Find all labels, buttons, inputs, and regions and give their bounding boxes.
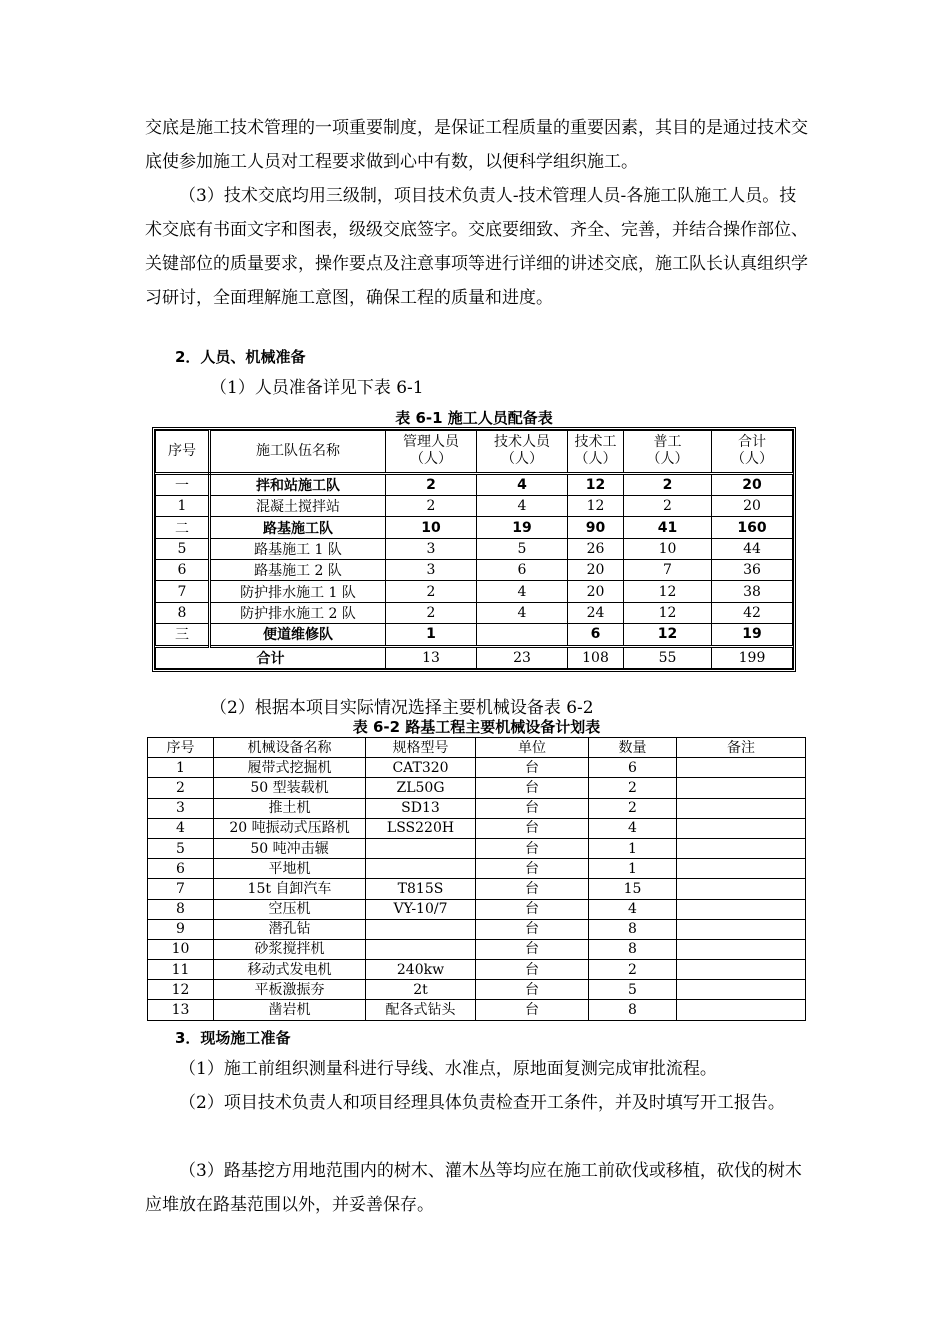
table-cell: 9 [148,919,214,939]
table-cell: 2 [386,496,477,517]
table-cell [477,624,568,646]
table-cell: 19 [712,624,793,646]
paragraph-tech-briefing: （3）技术交底均用三级制，项目技术负责人-技术管理人员-各施工队施工人员。技术交底有书面文字和图表，级级交底签字。交底要细致、齐全、完善，并结合操作部位、关键部位的质量要求，操作要点及注意事项等进行详细的讲述交底，施工队长认真组织学习研讨，全面理解施工意图，确保工程的质量和进度。 [145,186,808,308]
table-row [148,818,806,838]
table-cell: 2 [589,960,677,980]
table-cell: 2 [624,496,712,517]
table-cell [677,960,806,980]
table-cell: 10 [386,517,477,538]
table-cell: 7 [624,560,712,581]
table-cell [677,899,806,919]
table-cell: 8 [148,899,214,919]
table-cell: 8 [589,1000,677,1020]
table-row [148,1000,806,1020]
total-cell: 13 [386,646,477,668]
table-cell: 2 [386,581,477,602]
team-name-cell: 拌和站施工队 [210,473,386,495]
machinery-note: （2）根据本项目实际情况选择主要机械设备表 6-2 [210,698,594,718]
table-row [148,919,806,939]
table-cell: 12 [624,624,712,646]
table-cell: 台 [476,960,589,980]
table-cell [677,939,806,959]
table-row [148,798,806,818]
table-cell: 4 [589,899,677,919]
table-cell: 1 [148,758,214,778]
table-row [148,960,806,980]
table-cell: 1 [589,838,677,858]
table-cell: 4 [477,496,568,517]
table-cell: 4 [148,818,214,838]
table-cell: T815S [366,879,476,899]
table-cell [677,879,806,899]
table-cell: 潜孔钻 [214,919,366,939]
table-cell: ZL50G [366,778,476,798]
table-cell: 15 [589,879,677,899]
table-cell: 空压机 [214,899,366,919]
table-cell: 3 [148,798,214,818]
header-cell: 序号 [156,431,210,474]
header-cell: 管理人员 （人） [386,431,477,474]
table-row [148,899,806,919]
table-cell: 台 [476,939,589,959]
prep-item-2: （2）项目技术负责人和项目经理具体负责检查开工条件，并及时填写开工报告。 [179,1093,785,1113]
table-cell: 240kw [366,960,476,980]
table-cell [677,818,806,838]
header-cell: 合计 （人） [712,431,793,474]
table-row [148,778,806,798]
table-cell: 10 [148,939,214,959]
table-cell: 5 [156,538,210,559]
table-cell: 12 [568,473,624,495]
table-cell: 6 [477,560,568,581]
header-cell: 技术人员 （人） [477,431,568,474]
table-cell: 一 [156,473,210,495]
table-cell: 19 [477,517,568,538]
table-cell: 平地机 [214,859,366,879]
team-name-cell: 防护排水施工 2 队 [210,602,386,623]
header-cell: 规格型号 [366,738,476,758]
table-1-caption: 表 6-1 施工人员配备表 [395,409,553,427]
personnel-note: （1）人员准备详见下表 6-1 [210,378,424,398]
table-cell: 3 [386,538,477,559]
table-cell: 41 [624,517,712,538]
table-row [156,473,793,495]
header-cell: 施工队伍名称 [210,431,386,474]
table-cell [677,919,806,939]
header-cell: 机械设备名称 [214,738,366,758]
table-cell: 15t 自卸汽车 [214,879,366,899]
table-cell: 10 [624,538,712,559]
table-cell: 90 [568,517,624,538]
table-cell: 7 [156,581,210,602]
table-cell: SD13 [366,798,476,818]
prep-item-3: （3）路基挖方用地范围内的树木、灌木丛等均应在施工前砍伐或移植，砍伐的树木应堆放在路基范围以外，并妥善保存。 [145,1161,802,1215]
team-name-cell: 路基施工 2 队 [210,560,386,581]
table-row [156,538,793,559]
section-2-heading: 2．人员、机械准备 [175,348,306,366]
table-cell: 20 吨振动式压路机 [214,818,366,838]
team-name-cell: 混凝土搅拌站 [210,496,386,517]
table-cell [366,838,476,858]
table-cell: 12 [624,602,712,623]
table-cell [366,939,476,959]
table-cell: 2 [148,778,214,798]
table-cell: 推土机 [214,798,366,818]
table-cell: 8 [589,919,677,939]
table-cell: 160 [712,517,793,538]
personnel-table [155,430,793,669]
table-cell: 移动式发电机 [214,960,366,980]
table-cell: 8 [156,602,210,623]
table-cell: 2 [386,602,477,623]
table-cell: 20 [568,581,624,602]
table-cell: 凿岩机 [214,1000,366,1020]
team-name-cell: 便道维修队 [210,624,386,646]
header-cell: 数量 [589,738,677,758]
table-row [148,859,806,879]
table-cell: 6 [589,758,677,778]
table-cell: 13 [148,1000,214,1020]
table-cell: 台 [476,818,589,838]
table-cell [677,980,806,1000]
table-cell [677,1000,806,1020]
paragraph-intro: 交底是施工技术管理的一项重要制度，是保证工程质量的重要因素，其目的是通过技术交底使参加施工人员对工程要求做到心中有数，以便科学组织施工。 [145,118,808,172]
table-cell: 26 [568,538,624,559]
table-cell: 6 [568,624,624,646]
table-cell: 6 [148,859,214,879]
table-cell: 42 [712,602,793,623]
table-cell: 11 [148,960,214,980]
table-row [148,758,806,778]
table-row [156,496,793,517]
prep-item-1: （1）施工前组织测量科进行导线、水准点，原地面复测完成审批流程。 [179,1059,717,1079]
table-cell: 台 [476,919,589,939]
table-cell: 配各式钻头 [366,1000,476,1020]
table-cell: 24 [568,602,624,623]
section-3-heading: 3．现场施工准备 [175,1029,291,1047]
table-cell: VY-10/7 [366,899,476,919]
table-cell: 1 [386,624,477,646]
total-label: 合计 [156,646,386,668]
table-cell: 5 [589,980,677,1000]
total-cell: 55 [624,646,712,668]
table-cell: 履带式挖掘机 [214,758,366,778]
table-cell: 4 [477,581,568,602]
machinery-table [147,737,806,1021]
table-cell: 2 [386,473,477,495]
table-total-row [156,646,793,668]
table-cell: 6 [156,560,210,581]
table-cell: 36 [712,560,793,581]
team-name-cell: 路基施工队 [210,517,386,538]
total-cell: 23 [477,646,568,668]
table-cell: 平板激振夯 [214,980,366,1000]
header-cell: 技术工 （人） [568,431,624,474]
table-cell: 2 [624,473,712,495]
header-cell: 备注 [677,738,806,758]
table-cell: 2t [366,980,476,1000]
table-cell: 8 [589,939,677,959]
table-cell: 20 [712,473,793,495]
table-row [148,879,806,899]
table-cell [677,798,806,818]
table-cell: 台 [476,859,589,879]
table-cell: 台 [476,838,589,858]
header-cell: 普工 （人） [624,431,712,474]
table-cell [677,838,806,858]
header-cell: 单位 [476,738,589,758]
table-cell: CAT320 [366,758,476,778]
table-header-row [156,431,793,474]
table-cell: 12 [624,581,712,602]
table-2-caption: 表 6-2 路基工程主要机械设备计划表 [352,718,601,736]
table-cell: 4 [477,602,568,623]
table-cell: 1 [589,859,677,879]
table-cell: 台 [476,879,589,899]
table-cell: 50 吨冲击辗 [214,838,366,858]
table-cell: 1 [156,496,210,517]
table-cell: 二 [156,517,210,538]
table-cell [677,778,806,798]
table-cell: 台 [476,798,589,818]
table-1-frame [152,427,796,672]
table-cell: 台 [476,899,589,919]
table-cell: 4 [589,818,677,838]
table-row [148,939,806,959]
table-cell: 台 [476,778,589,798]
table-cell: 20 [568,560,624,581]
table-cell: 2 [589,798,677,818]
table-row [156,517,793,538]
team-name-cell: 防护排水施工 1 队 [210,581,386,602]
table-cell: 38 [712,581,793,602]
header-cell: 序号 [148,738,214,758]
table-cell [677,859,806,879]
table-row [156,602,793,623]
table-cell: 砂浆搅拌机 [214,939,366,959]
team-name-cell: 路基施工 1 队 [210,538,386,559]
table-cell [366,859,476,879]
table-cell [677,758,806,778]
table-cell: 12 [148,980,214,1000]
table-cell: 2 [589,778,677,798]
table-cell: 7 [148,879,214,899]
table-cell: 4 [477,473,568,495]
table-header-row [148,738,806,758]
total-cell: 199 [712,646,793,668]
table-cell: 5 [477,538,568,559]
total-cell: 108 [568,646,624,668]
table-cell: 台 [476,758,589,778]
table-row [148,980,806,1000]
table-cell: 12 [568,496,624,517]
table-cell [366,919,476,939]
table-row [156,560,793,581]
table-cell: 50 型装载机 [214,778,366,798]
table-cell: 44 [712,538,793,559]
table-cell: 5 [148,838,214,858]
table-row [148,838,806,858]
table-cell: 3 [386,560,477,581]
table-row [156,624,793,646]
table-cell: LSS220H [366,818,476,838]
table-cell: 三 [156,624,210,646]
table-row [156,581,793,602]
table-cell: 台 [476,1000,589,1020]
table-cell: 台 [476,980,589,1000]
table-cell: 20 [712,496,793,517]
